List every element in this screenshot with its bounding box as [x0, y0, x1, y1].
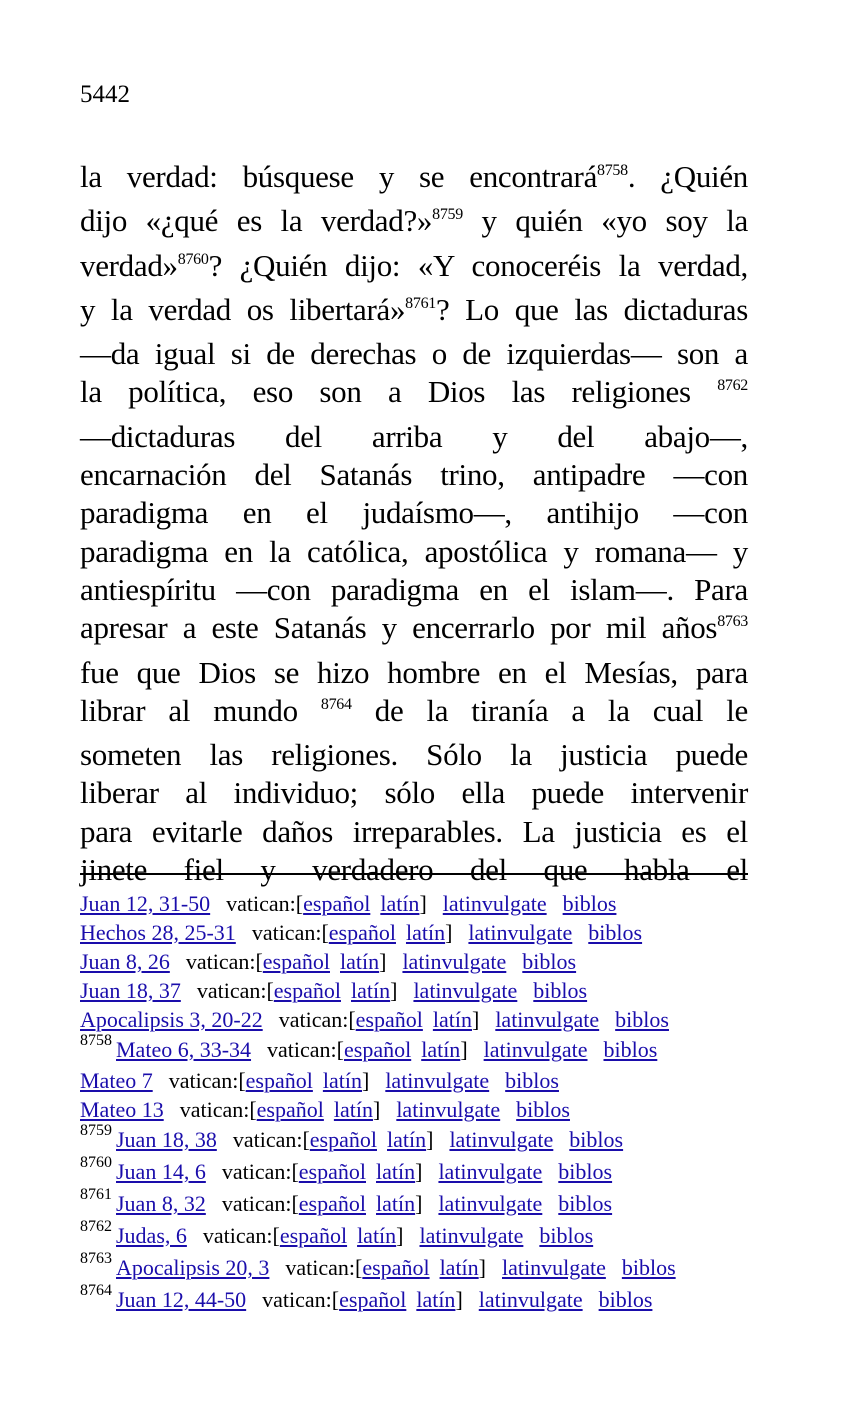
body-text-segment: apresar a este Satanás y encerrarlo por mil años — [80, 610, 718, 646]
latinvulgate-link[interactable]: latinvulgate — [402, 949, 507, 974]
vatican-latin-link[interactable]: latín — [416, 1287, 456, 1312]
biblos-link[interactable]: biblos — [598, 1287, 653, 1312]
body-text-segment: . ¿Quién — [627, 159, 748, 194]
body-line — [80, 291, 748, 335]
vatican-latin-link[interactable]: latín — [333, 1097, 373, 1122]
body-text-segment: y quién «yo soy la — [462, 203, 749, 239]
footnote-marker[interactable]: 8760 — [177, 250, 209, 268]
footnote-row — [80, 1124, 760, 1156]
biblos-link[interactable]: biblos — [558, 1159, 613, 1184]
latinvulgate-link[interactable]: latinvulgate — [385, 1068, 490, 1093]
footnote-row — [80, 1066, 760, 1095]
body-text-segment: someten las religiones. Sólo la justicia puede — [80, 737, 748, 773]
latinvulgate-link[interactable]: latinvulgate — [495, 1007, 600, 1032]
body-text-segment: liberar al individuo; sólo ella puede intervenir — [80, 775, 748, 811]
latinvulgate-link[interactable]: latinvulgate — [483, 1037, 588, 1062]
scripture-reference-link[interactable]: Juan 8, 32 — [116, 1191, 206, 1216]
body-text-segment: dijo «¿qué es la verdad?» — [80, 203, 433, 239]
body-line — [80, 609, 748, 653]
body-text-segment: de la tiranía a la cual le — [351, 692, 748, 728]
latinvulgate-link[interactable]: latinvulgate — [478, 1287, 583, 1312]
body-line — [80, 456, 748, 494]
body-text-segment: paradigma en la católica, apostólica y romana— y — [80, 533, 748, 569]
latinvulgate-link[interactable]: latinvulgate — [502, 1255, 606, 1280]
footnote-number: 8764 — [80, 1282, 112, 1299]
close-bracket: ] — [415, 1191, 423, 1216]
scripture-reference-link[interactable]: Hechos 28, 25-31 — [80, 920, 236, 945]
body-text-segment: jinete fiel y verdadero del que habla el — [80, 852, 748, 888]
vatican-espanol-link[interactable]: español — [279, 1223, 348, 1248]
vatican-espanol-link[interactable]: español — [262, 949, 330, 974]
latinvulgate-link[interactable]: latinvulgate — [438, 1159, 543, 1184]
body-text-segment: librar al mundo — [80, 692, 321, 728]
body-line — [80, 158, 748, 202]
vatican-latin-link[interactable]: latín — [322, 1068, 362, 1093]
body-line — [80, 373, 748, 417]
vatican-label: vatican:[ — [185, 949, 263, 974]
body-line — [80, 335, 748, 373]
scripture-reference-link[interactable]: Juan 18, 37 — [80, 978, 181, 1003]
body-line — [80, 533, 748, 571]
close-bracket: ] — [361, 1068, 370, 1093]
vatican-label: vatican:[ — [221, 1159, 299, 1184]
vatican-espanol-link[interactable]: español — [362, 1255, 430, 1280]
footnote-row — [80, 1220, 760, 1252]
body-line — [80, 654, 748, 692]
biblos-link[interactable]: biblos — [621, 1255, 676, 1280]
body-text-segment: —da igual si de derechas o de izquierdas— son a — [80, 336, 748, 372]
footnote-row — [80, 1284, 760, 1316]
latinvulgate-link[interactable]: latinvulgate — [449, 1127, 554, 1152]
biblos-link[interactable]: biblos — [522, 949, 577, 974]
vatican-latin-link[interactable]: latín — [387, 1127, 427, 1152]
body-line — [80, 692, 748, 736]
vatican-latin-link[interactable]: latín — [421, 1037, 461, 1062]
footnote-row — [80, 947, 760, 976]
footnote-number: 8762 — [80, 1218, 112, 1235]
body-text-segment: la verdad: búsquese y se encontrará — [80, 159, 598, 194]
biblos-link[interactable]: biblos — [558, 1191, 613, 1216]
vatican-latin-link[interactable]: latín — [351, 978, 391, 1003]
footnote-marker[interactable]: 8764 — [320, 695, 352, 713]
close-bracket: ] — [426, 1127, 434, 1152]
latinvulgate-link[interactable]: latinvulgate — [442, 891, 547, 916]
body-text-segment: y la verdad os libertará» — [80, 291, 406, 327]
footnote-marker[interactable]: 8763 — [717, 613, 748, 631]
footnote-number: 8758 — [80, 1032, 112, 1049]
scripture-reference-link[interactable]: Mateo 7 — [80, 1068, 153, 1093]
vatican-label: vatican:[ — [267, 1037, 344, 1062]
body-text-segment: la política, eso son a Dios las religiones — [80, 374, 718, 410]
latinvulgate-link[interactable]: latinvulgate — [413, 978, 518, 1003]
body-text-segment: —dictaduras del arriba y del abajo—, — [80, 418, 748, 454]
vatican-latin-link[interactable]: latín — [432, 1007, 472, 1032]
footnote-rule — [80, 873, 748, 875]
vatican-label: vatican:[ — [262, 1287, 340, 1312]
body-line — [80, 774, 748, 812]
scripture-reference-link[interactable]: Judas, 6 — [116, 1223, 187, 1248]
close-bracket: ] — [390, 978, 398, 1003]
body-line — [80, 851, 748, 889]
footnote-number: 8761 — [80, 1186, 112, 1203]
close-bracket: ] — [478, 1255, 486, 1280]
latinvulgate-link[interactable]: latinvulgate — [419, 1223, 524, 1248]
body-line — [80, 247, 748, 291]
body-text-segment: paradigma en el judaísmo—, antihijo —con — [80, 495, 748, 531]
biblos-link[interactable]: biblos — [562, 891, 617, 916]
scripture-reference-link[interactable]: Juan 14, 6 — [116, 1159, 206, 1184]
vatican-espanol-link[interactable]: español — [309, 1127, 377, 1152]
vatican-label: vatican:[ — [232, 1127, 310, 1152]
vatican-espanol-link[interactable]: español — [256, 1097, 324, 1122]
biblos-link[interactable]: biblos — [615, 1007, 669, 1032]
vatican-espanol-link[interactable]: español — [273, 978, 341, 1003]
footnote-row — [80, 1034, 760, 1066]
vatican-espanol-link[interactable]: español — [245, 1068, 313, 1093]
vatican-espanol-link[interactable]: español — [339, 1287, 407, 1312]
vatican-latin-link[interactable]: latín — [340, 949, 380, 974]
vatican-latin-link[interactable]: latín — [439, 1255, 479, 1280]
latinvulgate-link[interactable]: latinvulgate — [396, 1097, 501, 1122]
body-line — [80, 736, 748, 774]
biblos-link[interactable]: biblos — [603, 1037, 658, 1062]
scripture-reference-link[interactable]: Juan 12, 44-50 — [116, 1287, 247, 1312]
scripture-reference-link[interactable]: Juan 8, 26 — [80, 949, 170, 974]
biblos-link[interactable]: biblos — [539, 1223, 594, 1248]
footnote-row — [80, 918, 760, 947]
footnote-row — [80, 1188, 760, 1220]
body-text-segment: antiespíritu —con paradigma en el islam—. Para — [80, 571, 748, 607]
close-bracket: ] — [415, 1159, 423, 1184]
close-bracket: ] — [419, 891, 427, 916]
biblos-link[interactable]: biblos — [569, 1127, 624, 1152]
body-line — [80, 494, 748, 532]
vatican-latin-link[interactable]: latín — [376, 1191, 416, 1216]
vatican-label: vatican:[ — [226, 891, 304, 916]
vatican-label: vatican:[ — [251, 920, 329, 945]
body-text-segment: para evitarle daños irreparables. La justicia es el — [80, 813, 748, 849]
scripture-reference-link[interactable]: Mateo 13 — [80, 1097, 164, 1122]
close-bracket: ] — [372, 1097, 381, 1122]
vatican-espanol-link[interactable]: español — [303, 891, 371, 916]
body-text — [80, 158, 748, 889]
vatican-latin-link[interactable]: latín — [380, 891, 420, 916]
scripture-reference-link[interactable]: Juan 18, 38 — [116, 1127, 217, 1152]
vatican-espanol-link[interactable]: español — [298, 1159, 366, 1184]
vatican-label: vatican:[ — [202, 1223, 280, 1248]
footnotes-list — [80, 889, 760, 1316]
close-bracket: ] — [396, 1223, 404, 1248]
close-bracket: ] — [379, 949, 387, 974]
footnote-number: 8760 — [80, 1154, 112, 1171]
footnote-marker[interactable]: 8762 — [717, 377, 748, 395]
vatican-espanol-link[interactable]: español — [355, 1007, 423, 1032]
vatican-label: vatican:[ — [221, 1191, 299, 1216]
footnote-row — [80, 1005, 760, 1034]
footnote-marker[interactable]: 8758 — [597, 162, 628, 179]
close-bracket: ] — [455, 1287, 463, 1312]
body-line — [80, 813, 748, 851]
close-bracket: ] — [471, 1007, 480, 1032]
vatican-label: vatican:[ — [278, 1007, 356, 1032]
body-line — [80, 571, 748, 609]
footnote-row — [80, 1156, 760, 1188]
scripture-reference-link[interactable]: Mateo 6, 33-34 — [116, 1037, 252, 1062]
body-text-segment: encarnación del Satanás trino, antipadre —con — [80, 457, 748, 493]
footnote-row — [80, 976, 760, 1005]
scripture-reference-link[interactable]: Juan 12, 31-50 — [80, 891, 211, 916]
scripture-reference-link[interactable]: Apocalipsis 3, 20-22 — [80, 1007, 263, 1032]
page-number: 5442 — [80, 81, 130, 108]
scripture-reference-link[interactable]: Apocalipsis 20, 3 — [116, 1255, 270, 1280]
body-text-segment: ? Lo que las dictaduras — [435, 291, 748, 327]
vatican-label: vatican:[ — [179, 1097, 257, 1122]
footnote-number: 8759 — [80, 1122, 112, 1139]
vatican-espanol-link[interactable]: español — [298, 1191, 366, 1216]
close-bracket: ] — [445, 920, 453, 945]
latinvulgate-link[interactable]: latinvulgate — [438, 1191, 543, 1216]
vatican-latin-link[interactable]: latín — [357, 1223, 397, 1248]
biblos-link[interactable]: biblos — [505, 1068, 559, 1093]
vatican-espanol-link[interactable]: español — [328, 920, 396, 945]
biblos-link[interactable]: biblos — [516, 1097, 570, 1122]
vatican-latin-link[interactable]: latín — [376, 1159, 416, 1184]
footnote-row — [80, 889, 760, 918]
footnote-number: 8763 — [80, 1250, 112, 1267]
vatican-label: vatican:[ — [285, 1255, 363, 1280]
footnote-marker[interactable]: 8761 — [405, 294, 436, 312]
footnote-row — [80, 1252, 760, 1284]
vatican-espanol-link[interactable]: español — [344, 1037, 412, 1062]
close-bracket: ] — [460, 1037, 468, 1062]
vatican-latin-link[interactable]: latín — [405, 920, 446, 945]
biblos-link[interactable]: biblos — [588, 920, 643, 945]
footnote-marker[interactable]: 8759 — [432, 206, 463, 224]
biblos-link[interactable]: biblos — [533, 978, 588, 1003]
vatican-label: vatican:[ — [168, 1068, 246, 1093]
body-text-segment: fue que Dios se hizo hombre en el Mesías, para — [80, 654, 748, 690]
body-text-segment: ? ¿Quién dijo: «Y conoceréis la verdad, — [208, 247, 748, 283]
body-line — [80, 418, 748, 456]
footnote-row — [80, 1095, 760, 1124]
body-line — [80, 202, 748, 246]
vatican-label: vatican:[ — [196, 978, 274, 1003]
latinvulgate-link[interactable]: latinvulgate — [468, 920, 573, 945]
body-text-segment: verdad» — [80, 247, 178, 283]
